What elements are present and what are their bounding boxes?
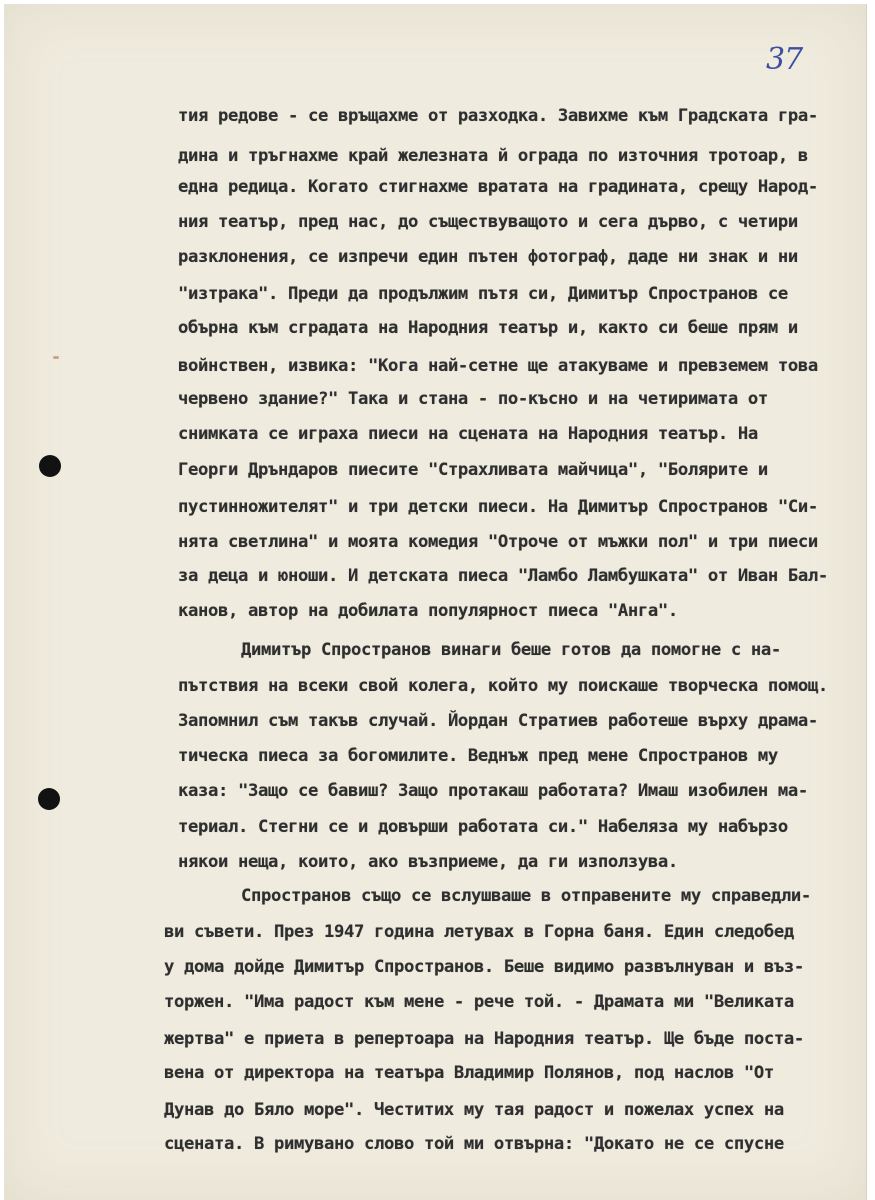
text-line: за деца и юноши. И детската пиеса "Ламбо Ламбушката" от Иван Бал-: [178, 566, 828, 586]
text-line: торжен. "Има радост към мене - рече той. - Драмата ми "Великата: [164, 992, 794, 1012]
text-line: вена от директора на театъра Владимир Полянов, под наслов "От: [164, 1063, 774, 1083]
page-number: 37: [766, 42, 803, 77]
text-line: Запомнил съм такъв случай. Йордан Стратиев работеше върху драма-: [178, 711, 818, 731]
text-line: Георги Дръндаров пиесите "Страхливата майчица", "Болярите и: [178, 460, 768, 480]
text-line: войнствен, извика: "Кога най-сетне ще атакуваме и превземем това: [178, 356, 818, 376]
text-line: Димитър Спространов винаги беше готов да помогне с на-: [241, 640, 781, 660]
text-line: тическа пиеса за богомилите. Веднъж пред мене Спространов му: [178, 746, 778, 766]
text-line: пустинножителят" и три детски пиеси. На Димитър Спространов "Си-: [178, 497, 818, 517]
text-line: пътствия на всеки свой колега, който му поискаше творческа помощ.: [178, 676, 828, 696]
text-line: някои неща, които, ако възприеме, да ги използува.: [178, 852, 678, 872]
text-line: териал. Стегни се и довърши работата си." Набелязa му набързо: [178, 817, 788, 837]
document-page: [4, 4, 867, 1200]
text-line: каза: "Защо се бавиш? Защо протакаш работата? Имаш изобилен ма-: [178, 781, 808, 801]
text-line: сцената. В римувано слово той ми отвърна: "Докато не се спусне: [164, 1134, 784, 1154]
text-line: разклонения, се изпречи един пътен фотограф, даде ни знак и ни: [178, 247, 798, 267]
text-line: тия редове - се връщахме от разходка. Завихме към Градската гра-: [178, 106, 818, 126]
text-line: у дома дойде Димитър Спространов. Беше видимо развълнуван и въз-: [164, 957, 804, 977]
text-line: червено здание?" Така и стана - по-късно и на четиримата от: [178, 389, 768, 409]
text-line: нята светлина" и моята комедия "Отроче от мъжки пол" и три пиеси: [178, 532, 818, 552]
text-line: ви съвети. През 1947 година летувах в Горна баня. Един следобед: [164, 922, 794, 942]
text-line: ния театър, пред нас, до съществуващото и сега дърво, с четири: [178, 212, 798, 232]
text-line: канов, автор на добилата популярност пиеса "Анга".: [178, 601, 678, 621]
text-line: жертва" е приета в репертоара на Народния театър. Ще бъде поста-: [164, 1029, 804, 1049]
text-line: снимката се играха пиеси на сцената на Народния театър. На: [178, 424, 758, 444]
text-line: "изтрака". Преди да продължим пътя си, Димитър Спространов се: [178, 284, 788, 304]
text-line: една редица. Когато стигнахме вратата на градината, срещу Народ-: [178, 177, 818, 197]
body-text: [4, 4, 866, 1200]
text-line: Спространов също се вслушваше в отправените му справедли-: [241, 886, 811, 906]
text-line: дина и тръгнахме край железната й ограда по източния тротоар, в: [178, 146, 808, 166]
text-line: Дунав до Бяло море". Честитих му тая радост и пожелах успех на: [164, 1100, 784, 1120]
text-line: обърна към сградата на Народния театър и, както си беше прям и: [178, 318, 798, 338]
